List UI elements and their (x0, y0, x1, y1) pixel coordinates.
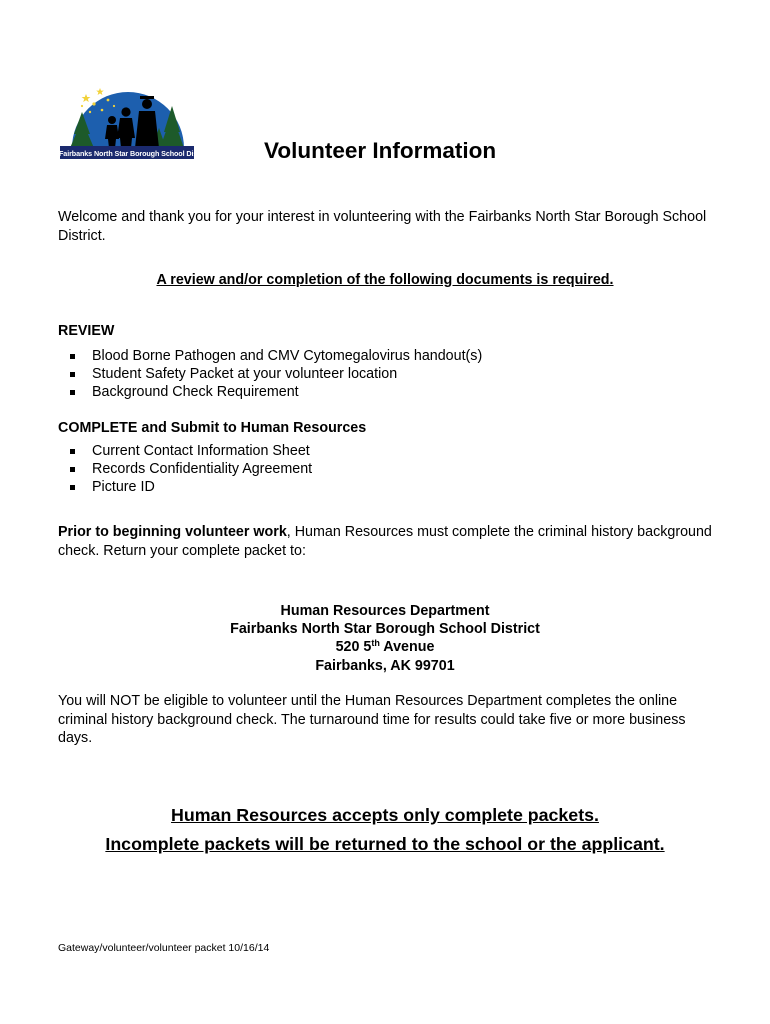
bullet-icon (70, 467, 75, 472)
hr-address (0, 602, 770, 675)
prior-bold: Prior to beginning volunteer work (58, 524, 287, 540)
welcome-paragraph: Welcome and thank you for your interest in volunteering with the Fairbanks North Star Borough School District. (58, 209, 707, 244)
prior-paragraph (58, 523, 718, 560)
bullet-icon (70, 449, 75, 454)
list-item: Blood Borne Pathogen and CMV Cytomegalovirus handout(s) (58, 347, 482, 365)
logo-caption: Fairbanks North Star Borough School District (59, 149, 211, 158)
list-item: Background Check Requirement (58, 383, 482, 401)
bullet-icon (70, 485, 75, 490)
accepts-notice: Human Resources accepts only complete packets. (171, 805, 599, 825)
address-city: Fairbanks, AK 99701 (315, 657, 455, 674)
complete-heading: COMPLETE and Submit to Human Resources (58, 420, 367, 436)
list-item: Student Safety Packet at your volunteer location (58, 365, 482, 383)
address-street: 520 5th Avenue (335, 638, 435, 656)
page-title: Volunteer Information (264, 138, 497, 163)
complete-list (58, 442, 312, 497)
bullet-icon (70, 372, 75, 377)
required-notice: A review and/or completion of the following documents is required. (156, 272, 614, 288)
bullet-icon (70, 390, 75, 395)
address-department: Human Resources Department (280, 603, 490, 619)
list-item: Picture ID (58, 478, 312, 496)
eligibility-paragraph: You will NOT be eligible to volunteer until the Human Resources Department completes the online criminal history background check. The turnaround time for results could take five or more business days. (58, 693, 686, 746)
footer-path: Gateway/volunteer/volunteer packet 10/16/14 (58, 942, 270, 954)
list-item: Current Contact Information Sheet (58, 442, 312, 460)
list-item: Records Confidentiality Agreement (58, 460, 312, 478)
review-list (58, 347, 482, 402)
prior-rest: , Human Resources must complete the criminal history background check. Return your complete packet to: (58, 524, 712, 559)
bullet-icon (70, 354, 75, 359)
address-district: Fairbanks North Star Borough School District (230, 621, 540, 638)
review-heading: REVIEW (58, 323, 115, 339)
incomplete-notice: Incomplete packets will be returned to the school or the applicant. (105, 834, 665, 854)
